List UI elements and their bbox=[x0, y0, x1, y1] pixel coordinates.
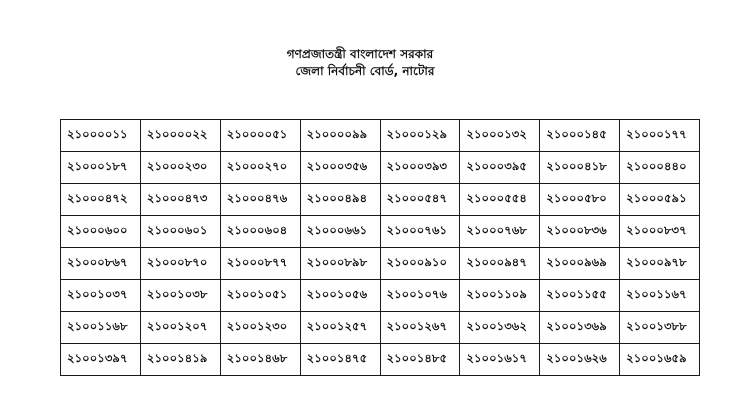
table-row bbox=[61, 280, 700, 312]
roll-number-cell: ২১০০০৪৭৬ bbox=[220, 184, 300, 216]
roll-number-cell: ২১০০১২৫৭ bbox=[300, 312, 380, 344]
roll-number-cell: ২১০০০৫৪৭ bbox=[380, 184, 460, 216]
roll-number-cell: ২১০০০৩৫৬ bbox=[300, 152, 380, 184]
roll-number-cell: ২১০০১০৭৬ bbox=[380, 280, 460, 312]
roll-number-cell: ২১০০১১৫৫ bbox=[540, 280, 620, 312]
roll-number-cell: ২১০০০৪৯৪ bbox=[300, 184, 380, 216]
roll-number-cell: ২১০০০৭৬৮ bbox=[460, 216, 540, 248]
roll-number-cell: ২১০০১০৫৬ bbox=[300, 280, 380, 312]
roll-number-cell: ২১০০১২৩০ bbox=[220, 312, 300, 344]
roll-number-cell: ২১০০০২৭০ bbox=[220, 152, 300, 184]
roll-number-cell: ২১০০০৪৭২ bbox=[61, 184, 141, 216]
roll-number-cell: ২১০০১২৬৭ bbox=[380, 312, 460, 344]
roll-number-cell: ২১০০০৭৬১ bbox=[380, 216, 460, 248]
roll-number-table-body bbox=[61, 120, 700, 376]
roll-number-cell: ২১০০০৫৯১ bbox=[620, 184, 700, 216]
roll-number-cell: ২১০০০৮৭০ bbox=[140, 248, 220, 280]
roll-number-cell: ২১০০০৮৩৬ bbox=[540, 216, 620, 248]
table-row bbox=[61, 152, 700, 184]
roll-number-cell: ২১০০০৩৯৩ bbox=[380, 152, 460, 184]
table-row bbox=[61, 248, 700, 280]
roll-number-cell: ২১০০০৯৪৭ bbox=[460, 248, 540, 280]
roll-number-cell: ২১০০০৪৭৩ bbox=[140, 184, 220, 216]
roll-number-cell: ২১০০১১৬৮ bbox=[61, 312, 141, 344]
roll-number-cell: ২১০০০৮৭৭ bbox=[220, 248, 300, 280]
roll-number-cell: ২১০০০৮৯৮ bbox=[300, 248, 380, 280]
roll-number-cell: ২১০০০০৫১ bbox=[220, 120, 300, 152]
roll-number-cell: ২১০০০০৯৯ bbox=[300, 120, 380, 152]
roll-number-cell: ২১০০১১০৯ bbox=[460, 280, 540, 312]
roll-number-cell: ২১০০১৪১৯ bbox=[140, 344, 220, 376]
roll-number-cell: ২১০০০৯৬৯ bbox=[540, 248, 620, 280]
table-row bbox=[61, 216, 700, 248]
roll-number-cell: ২১০০১৪৭৫ bbox=[300, 344, 380, 376]
roll-number-cell: ২১০০০১২৯ bbox=[380, 120, 460, 152]
roll-number-cell: ২১০০১০৩৮ bbox=[140, 280, 220, 312]
table-row bbox=[61, 312, 700, 344]
roll-number-cell: ২১০০১৩৬২ bbox=[460, 312, 540, 344]
roll-number-cell: ২১০০০৮৩৭ bbox=[620, 216, 700, 248]
roll-number-cell: ২১০০০১৮৭ bbox=[61, 152, 141, 184]
roll-number-cell: ২১০০১২০৭ bbox=[140, 312, 220, 344]
government-title: গণপ্রজাতন্ত্রী বাংলাদেশ সরকার bbox=[286, 47, 434, 61]
roll-number-table bbox=[60, 119, 700, 376]
roll-number-cell: ২১০০০৬০১ bbox=[140, 216, 220, 248]
roll-number-cell: ২১০০০০২২ bbox=[140, 120, 220, 152]
table-row bbox=[61, 184, 700, 216]
roll-number-cell: ২১০০১৩৮৮ bbox=[620, 312, 700, 344]
roll-number-cell: ২১০০০৯১০ bbox=[380, 248, 460, 280]
roll-number-cell: ২১০০০২৩০ bbox=[140, 152, 220, 184]
roll-number-cell: ২১০০০৫৮০ bbox=[540, 184, 620, 216]
board-title: জেলা নির্বাচনী বোর্ড, নাটোর bbox=[295, 64, 435, 78]
roll-number-cell: ২১০০১০৫১ bbox=[220, 280, 300, 312]
roll-number-cell: ২১০০০১৭৭ bbox=[620, 120, 700, 152]
document-header bbox=[0, 46, 720, 80]
roll-number-cell: ২১০০০৯৭৮ bbox=[620, 248, 700, 280]
roll-number-cell: ২১০০১০৩৭ bbox=[61, 280, 141, 312]
roll-number-cell: ২১০০০৬০৪ bbox=[220, 216, 300, 248]
roll-number-cell: ২১০০১৩৯৭ bbox=[61, 344, 141, 376]
roll-number-cell: ২১০০১৪৮৫ bbox=[380, 344, 460, 376]
roll-number-cell: ২১০০০৪৪০ bbox=[620, 152, 700, 184]
roll-number-cell: ২১০০০১৪৫ bbox=[540, 120, 620, 152]
roll-number-cell: ২১০০০৮৬৭ bbox=[61, 248, 141, 280]
roll-number-cell: ২১০০০৩৯৫ bbox=[460, 152, 540, 184]
table-row bbox=[61, 344, 700, 376]
roll-number-cell: ২১০০১৬২৬ bbox=[540, 344, 620, 376]
table-row bbox=[61, 120, 700, 152]
roll-number-cell: ২১০০০৬৬১ bbox=[300, 216, 380, 248]
roll-number-cell: ২১০০১৩৬৯ bbox=[540, 312, 620, 344]
roll-number-cell: ২১০০১৬১৭ bbox=[460, 344, 540, 376]
roll-number-cell: ২১০০০১৩২ bbox=[460, 120, 540, 152]
roll-number-cell: ২১০০০৪১৮ bbox=[540, 152, 620, 184]
roll-number-cell: ২১০০০৬০০ bbox=[61, 216, 141, 248]
roll-number-cell: ২১০০১৪৬৮ bbox=[220, 344, 300, 376]
roll-number-cell: ২১০০১৬৫৯ bbox=[620, 344, 700, 376]
roll-number-cell: ২১০০০০১১ bbox=[61, 120, 141, 152]
roll-number-cell: ২১০০১১৬৭ bbox=[620, 280, 700, 312]
roll-number-cell: ২১০০০৫৫৪ bbox=[460, 184, 540, 216]
